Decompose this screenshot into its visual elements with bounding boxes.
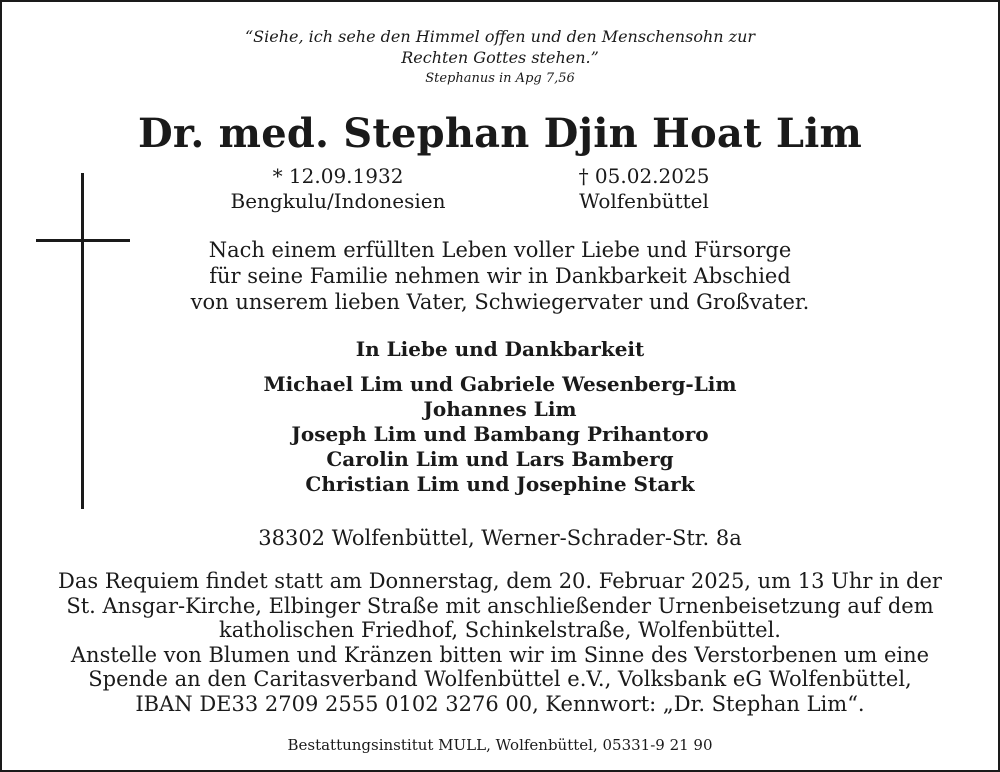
birth-place: Bengkulu/Indonesien [230, 189, 446, 213]
birth-date: * 12.09.1932 [272, 164, 404, 188]
quote-line: “Siehe, ich sehe den Himmel offen und den Menschensohn zur [244, 27, 756, 46]
family-member: Michael Lim und Gabriele Wesenberg-Lim [263, 372, 737, 396]
family-list [0, 372, 1000, 497]
service-line: St. Ansgar-Kirche, Elbinger Straße mit anschließender Urnenbeisetzung auf dem [66, 593, 934, 618]
intro-line: Nach einem erfüllten Leben voller Liebe und Fürsorge [208, 238, 792, 262]
service-line: IBAN DE33 2709 2555 0102 3276 00, Kennwort: „Dr. Stephan Lim“. [135, 691, 865, 716]
intro-line: von unserem lieben Vater, Schwiegervater und Großvater. [190, 290, 810, 314]
quote-line: Rechten Gottes stehen.” [401, 48, 599, 67]
service-info [0, 569, 1000, 716]
service-line: Das Requiem findet statt am Donnerstag, dem 20. Februar 2025, um 13 Uhr in der [58, 569, 942, 593]
family-member: Johannes Lim [423, 397, 577, 421]
quote-source: Stephanus in Apg 7,56 [425, 71, 575, 86]
thanks-heading: In Liebe und Dankbarkeit [355, 337, 645, 361]
family-member: Christian Lim und Josephine Stark [305, 472, 695, 496]
intro-text [0, 237, 1000, 315]
family-member: Carolin Lim und Lars Bamberg [326, 447, 674, 471]
service-line: katholischen Friedhof, Schinkelstraße, Wolfenbüttel. [219, 618, 781, 642]
deceased-name: Dr. med. Stephan Djin Hoat Lim [137, 110, 863, 157]
bible-quote [0, 26, 1000, 68]
service-line: Anstelle von Blumen und Kränzen bitten wir im Sinne des Verstorbenen um eine [70, 642, 930, 667]
service-line: Spende an den Caritasverband Wolfenbüttel e.V., Volksbank eG Wolfenbüttel, [88, 667, 912, 691]
death-place: Wolfenbüttel [579, 189, 709, 213]
death-block [494, 164, 794, 214]
family-address: 38302 Wolfenbüttel, Werner-Schrader-Str. 8a [258, 526, 742, 550]
intro-line: für seine Familie nehmen wir in Dankbarkeit Abschied [209, 264, 791, 288]
funeral-home-footer: Bestattungsinstitut MULL, Wolfenbüttel, 05331-9 21 90 [287, 736, 713, 754]
birth-block [188, 164, 488, 214]
death-date: † 05.02.2025 [578, 164, 710, 188]
family-member: Joseph Lim und Bambang Prihantoro [291, 422, 709, 446]
